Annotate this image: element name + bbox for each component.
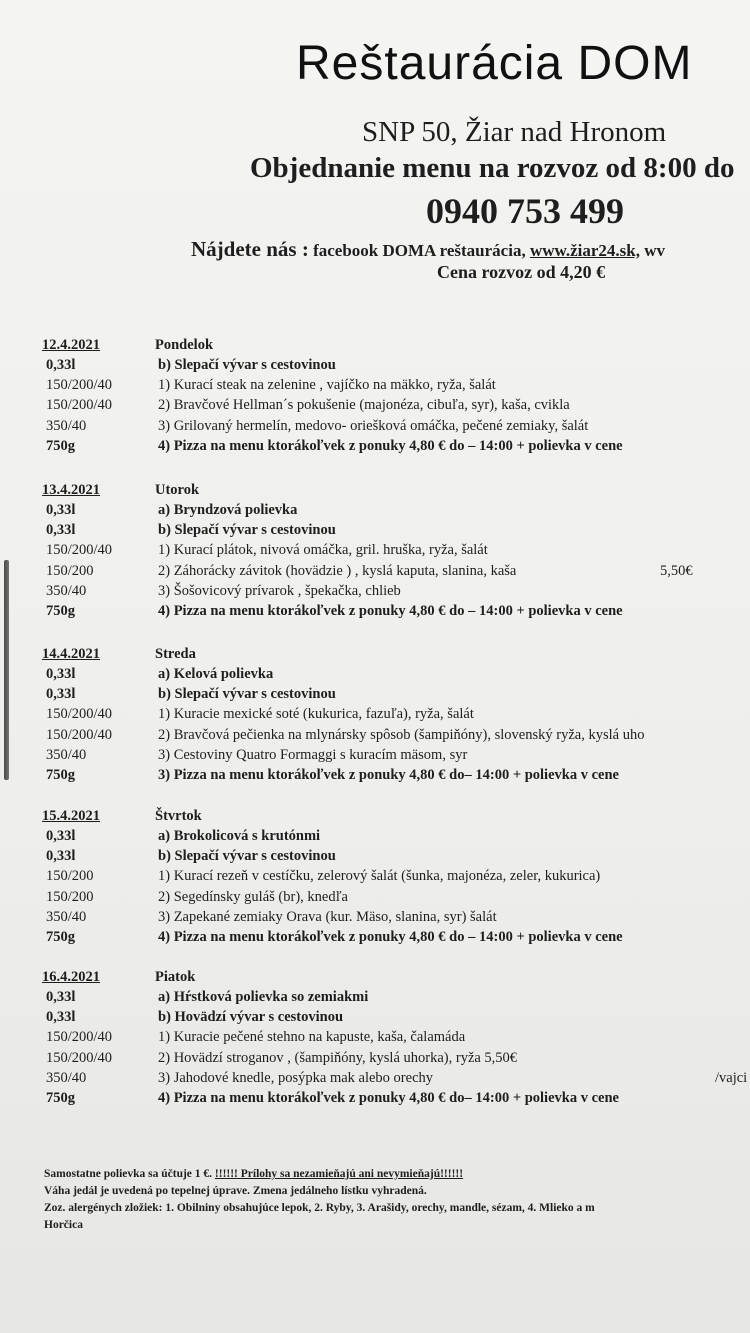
portion-size: 150/200/40 xyxy=(46,542,113,559)
menu-item xyxy=(0,377,750,397)
menu-item xyxy=(0,603,750,623)
dish-name: b) Slepačí vývar s cestovinou xyxy=(158,522,336,539)
dish-name: 3) Jahodové knedle, posýpka mak alebo orechy xyxy=(158,1069,434,1086)
find-us-label: Nájdete nás : xyxy=(191,237,309,261)
delivery-price: Cena rozvoz od 4,20 € xyxy=(437,262,606,282)
dish-name: 4) Pizza na menu ktorákoľvek z ponuky 4,80 € do – 14:00 + polievka v cene xyxy=(158,603,623,619)
portion-size: 350/40 xyxy=(46,908,87,925)
dish-name: a) Brokolicová s krutónmi xyxy=(158,828,321,844)
portion-size: 0,33l xyxy=(46,666,76,682)
dish-name: 3) Cestoviny Quatro Formaggi s kuracím mäsom, syr xyxy=(158,746,468,763)
menu-item xyxy=(0,1029,750,1049)
portion-size: 0,33l xyxy=(46,989,76,1005)
dish-extra: /vajci xyxy=(715,1069,748,1086)
day-name: Pondelok xyxy=(155,337,214,353)
facebook-text: facebook DOMA reštaurácia, xyxy=(313,241,526,260)
dish-name: 1) Kuracie pečené stehno na kapuste, kaša, čalamáda xyxy=(158,1029,466,1046)
dish-name: 2) Segedínsky guláš (br), knedľa xyxy=(158,888,348,905)
menu-item xyxy=(0,666,750,686)
menu-item xyxy=(0,828,750,848)
menu-item xyxy=(0,868,750,888)
portion-size: 150/200/40 xyxy=(46,397,113,414)
day-name: Utorok xyxy=(155,482,200,498)
portion-size: 150/200/40 xyxy=(46,377,113,394)
menu-item xyxy=(0,727,750,747)
dish-name: 2) Záhorácky závitok (hovädzie ) , kyslá kaputa, slanina, kaša xyxy=(158,562,517,579)
day-date: 14.4.2021 xyxy=(42,646,100,662)
menu-item xyxy=(0,542,750,562)
allergen-line: Zoz. alergénych zložiek: 1. Obilniny obsahujúce lepok, 2. Ryby, 3. Arašidy, orechy, mandle, sézam, 4. Mlieko a m xyxy=(44,1202,595,1214)
menu-item xyxy=(0,848,750,868)
dish-name: 4) Pizza na menu ktorákoľvek z ponuky 4,80 € do– 14:00 + polievka v cene xyxy=(158,1090,619,1106)
address: SNP 50, Žiar nad Hronom xyxy=(362,116,667,148)
soup-price-note: Samostatne polievka sa účtuje 1 €. xyxy=(44,1168,213,1180)
dish-name: 3) Pizza na menu ktorákoľvek z ponuky 4,80 € do– 14:00 + polievka v cene xyxy=(158,767,619,783)
portion-size: 350/40 xyxy=(46,1069,87,1086)
portion-size: 0,33l xyxy=(46,357,76,373)
menu-item xyxy=(0,418,750,438)
day-name: Štvrtok xyxy=(155,808,202,824)
find-us-line xyxy=(191,237,665,262)
day-name: Streda xyxy=(155,646,196,662)
portion-size: 750g xyxy=(46,929,75,945)
dish-name: 2) Bravčové Hellman´s pokušenie (majonéza, cibuľa, syr), kaša, cvikla xyxy=(158,397,570,414)
dish-name: 3) Grilovaný hermelín, medovo- oriešková omáčka, pečené zemiaky, šalát xyxy=(158,417,589,434)
menu-item xyxy=(0,1090,750,1110)
day-name: Piatok xyxy=(155,969,196,985)
dish-name: a) Hŕstková polievka so zemiakmi xyxy=(158,989,369,1005)
portion-size: 150/200/40 xyxy=(46,726,113,743)
portion-size: 750g xyxy=(46,1090,75,1106)
allergen-line-2: Horčica xyxy=(44,1219,83,1231)
dish-name: 2) Hovädzí stroganov , (šampiňóny, kyslá uhorka), ryža 5,50€ xyxy=(158,1049,518,1066)
menu-item xyxy=(0,438,750,458)
menu-item xyxy=(0,1070,750,1090)
menu-item xyxy=(0,1050,750,1070)
menu-item xyxy=(0,522,750,542)
portion-size: 0,33l xyxy=(46,502,76,518)
portion-size: 350/40 xyxy=(46,746,87,763)
menu-item xyxy=(0,989,750,1009)
day-date: 12.4.2021 xyxy=(42,337,100,353)
dish-name: b) Hovädzí vývar s cestovinou xyxy=(158,1009,344,1026)
portion-size: 150/200 xyxy=(46,562,94,579)
menu-item xyxy=(0,929,750,949)
dish-name: 1) Kurací steak na zelenine , vajíčko na mäkko, ryža, šalát xyxy=(158,377,496,394)
dish-name: 3) Šošovicový prívarok , špekačka, chlieb xyxy=(158,582,401,599)
dish-name: b) Slepačí vývar s cestovinou xyxy=(158,686,336,703)
portion-size: 350/40 xyxy=(46,582,87,599)
portion-size: 0,33l xyxy=(46,848,76,865)
dish-name: a) Bryndzová polievka xyxy=(158,502,298,518)
portion-size: 0,33l xyxy=(46,828,76,844)
footer-line-2: Váha jedál je uvedená po tepelnej úprave. Zmena jedálneho lístku vyhradená. xyxy=(44,1185,427,1197)
footer-line-1 xyxy=(44,1168,463,1180)
menu-item xyxy=(0,583,750,603)
menu-item xyxy=(0,502,750,522)
portion-size: 750g xyxy=(46,437,75,454)
dish-name: 4) Pizza na menu ktorákoľvek z ponuky 4,80 € do – 14:00 + polievka v cene xyxy=(158,437,623,454)
dish-name: b) Slepačí vývar s cestovinou xyxy=(158,848,336,865)
menu-item xyxy=(0,767,750,787)
restaurant-title: Reštaurácia DOM xyxy=(296,37,693,90)
dish-name: 1) Kuracie mexické soté (kukurica, fazuľa), ryža, šalát xyxy=(158,706,474,723)
dish-name: b) Slepačí vývar s cestovinou xyxy=(158,357,336,373)
portion-size: 150/200 xyxy=(46,868,94,885)
portion-size: 150/200/40 xyxy=(46,1049,113,1066)
portion-size: 350/40 xyxy=(46,417,87,434)
menu-item xyxy=(0,889,750,909)
website-cut: wv xyxy=(644,241,666,260)
portion-size: 750g xyxy=(46,603,75,619)
menu-item xyxy=(0,909,750,929)
portion-size: 0,33l xyxy=(46,1009,76,1026)
day-date: 16.4.2021 xyxy=(42,969,100,985)
day-date: 13.4.2021 xyxy=(42,482,100,498)
menu-item xyxy=(0,563,750,583)
portion-size: 150/200/40 xyxy=(46,706,113,723)
phone-number: 0940 753 499 xyxy=(426,191,624,231)
menu-item xyxy=(0,1009,750,1029)
dish-name: a) Kelová polievka xyxy=(158,666,274,682)
sides-note: !!!!!! Prílohy sa nezamieňajú ani nevymieňajú!!!!!! xyxy=(214,1168,464,1180)
dish-name: 1) Kurací rezeň v cestíčku, zelerový šalát (šunka, majonéza, zeler, kukurica) xyxy=(158,868,601,885)
menu-item xyxy=(0,397,750,417)
dish-name: 4) Pizza na menu ktorákoľvek z ponuky 4,80 € do – 14:00 + polievka v cene xyxy=(158,929,623,945)
menu-item xyxy=(0,686,750,706)
order-hours: Objednanie menu na rozvoz od 8:00 do xyxy=(250,152,735,184)
dish-name: 2) Bravčová pečienka na mlynársky spôsob (šampiňóny), slovenský ryža, kyslá uho xyxy=(158,726,645,743)
website-link[interactable]: www.žiar24.sk, xyxy=(529,241,640,260)
portion-size: 150/200 xyxy=(46,888,94,905)
portion-size: 150/200/40 xyxy=(46,1029,113,1046)
menu-item xyxy=(0,706,750,726)
portion-size: 0,33l xyxy=(46,686,76,703)
menu-item xyxy=(0,357,750,377)
dish-name: 1) Kurací plátok, nivová omáčka, gril. hruška, ryža, šalát xyxy=(158,542,488,559)
portion-size: 0,33l xyxy=(46,522,76,539)
day-date: 15.4.2021 xyxy=(42,808,100,824)
menu-item xyxy=(0,747,750,767)
dish-extra: 5,50€ xyxy=(660,562,693,579)
portion-size: 750g xyxy=(46,767,75,783)
dish-name: 3) Zapekané zemiaky Orava (kur. Mäso, slanina, syr) šalát xyxy=(158,908,497,925)
